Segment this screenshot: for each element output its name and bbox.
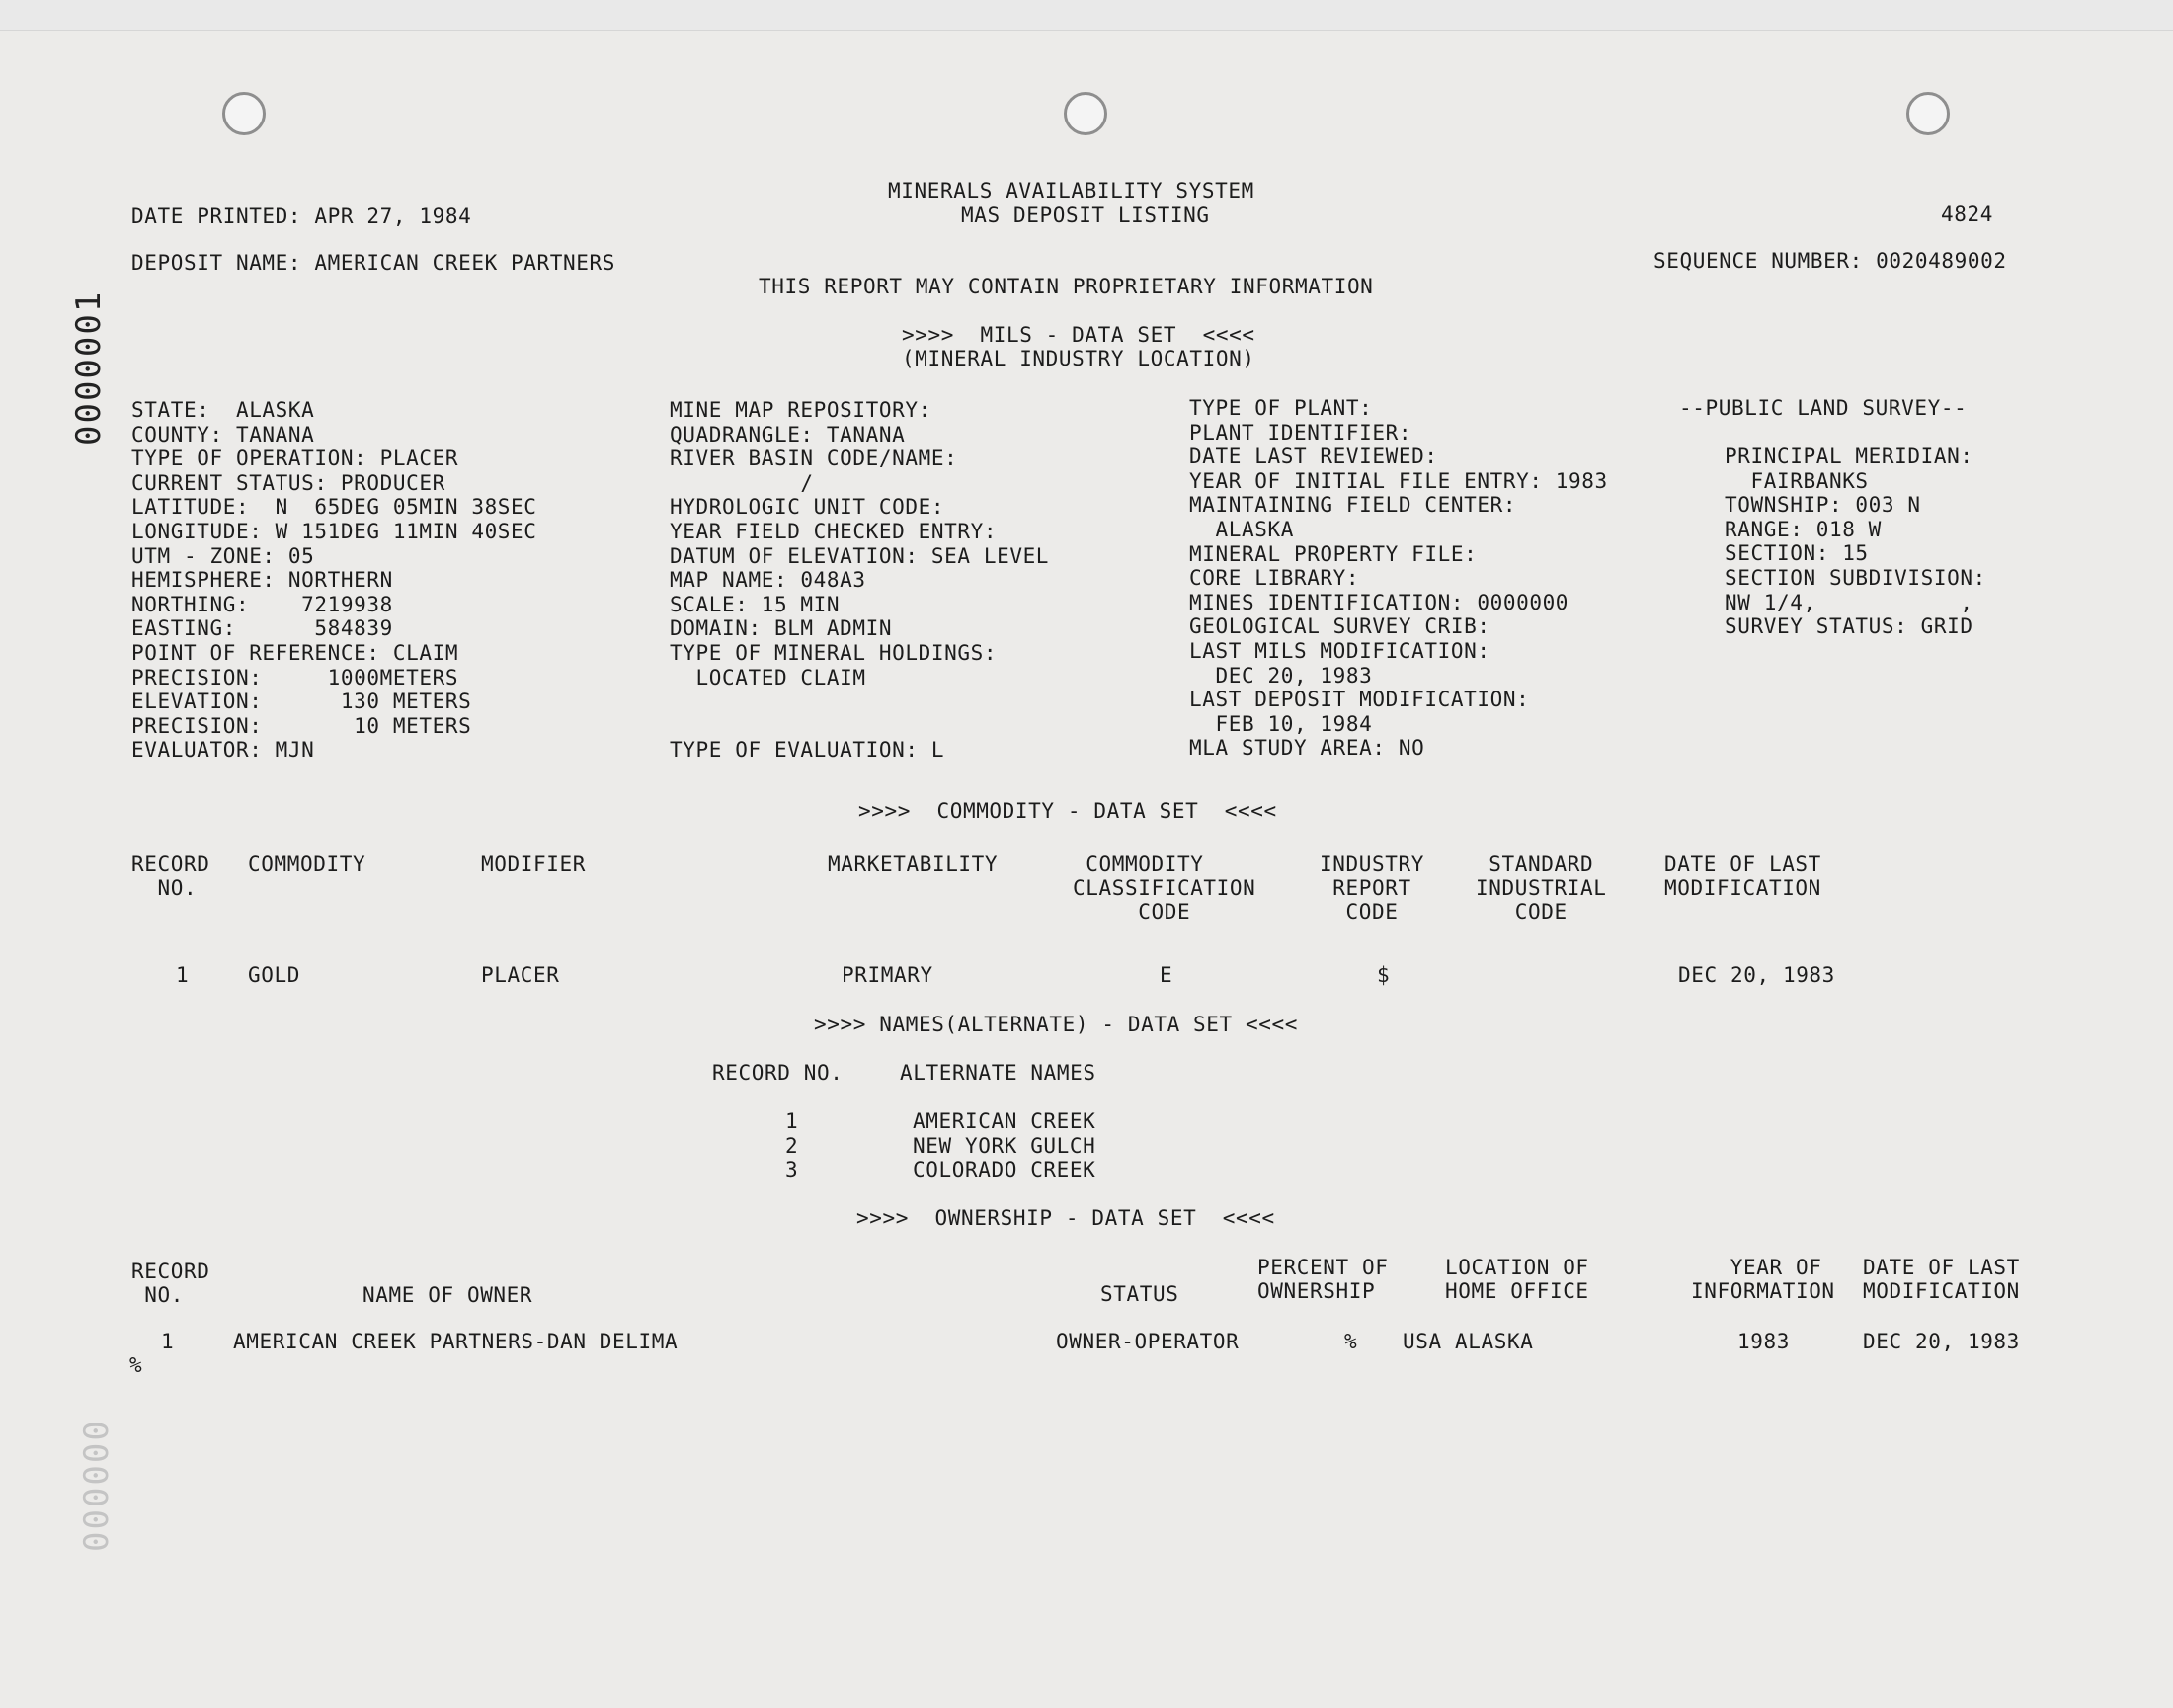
- mils-field-line: COUNTY: TANANA: [131, 422, 315, 447]
- listing-title: MAS DEPOSIT LISTING: [961, 203, 1210, 227]
- alternate-name: AMERICAN CREEK: [913, 1109, 1096, 1133]
- commodity-header-industry: INDUSTRY REPORT CODE: [1320, 853, 1424, 924]
- mils-field-line: MINES IDENTIFICATION: 0000000: [1189, 590, 1569, 614]
- mils-field-line: MINE MAP REPOSITORY:: [670, 398, 931, 422]
- binder-hole-center: [1064, 92, 1107, 135]
- ownership-header-owner: NAME OF OWNER: [362, 1283, 533, 1307]
- mils-field-line: ALASKA: [1189, 517, 1294, 541]
- commodity-industry-code: $: [1377, 963, 1391, 987]
- mils-field-line: MAINTAINING FIELD CENTER:: [1189, 493, 1517, 518]
- mils-field-line: NW 1/4, ,: [1725, 590, 1973, 614]
- ownership-header-year: YEAR OF INFORMATION: [1691, 1256, 1835, 1303]
- mils-field-line: NORTHING: 7219938: [131, 592, 393, 616]
- mils-field-line: DATUM OF ELEVATION: SEA LEVEL: [670, 543, 1050, 568]
- commodity-header-date: DATE OF LAST MODIFICATION: [1664, 853, 1821, 900]
- mils-field-line: YEAR FIELD CHECKED ENTRY:: [670, 519, 998, 543]
- mils-field-line: MLA STUDY AREA: NO: [1189, 736, 1425, 761]
- mils-field-line: LOCATED CLAIM: [670, 665, 866, 690]
- mils-section-title: >>>> MILS - DATA SET <<<<: [902, 323, 1255, 347]
- ownership-header-status: STATUS: [1100, 1282, 1179, 1306]
- margin-side-number-faint: 000000: [77, 1419, 117, 1552]
- mils-field-line: LATITUDE: N 65DEG 05MIN 38SEC: [131, 495, 537, 520]
- mils-field-line: SCALE: 15 MIN: [670, 592, 841, 616]
- commodity-header-modifier: MODIFIER: [481, 853, 586, 876]
- alternate-name: NEW YORK GULCH: [913, 1134, 1096, 1158]
- mils-field-line: QUADRANGLE: TANANA: [670, 422, 906, 447]
- commodity-modifier: PLACER: [481, 963, 560, 987]
- mils-field-line: FEB 10, 1984: [1189, 711, 1373, 736]
- mils-field-line: CORE LIBRARY:: [1189, 566, 1360, 591]
- public-land-survey-column: [1725, 445, 1986, 639]
- mils-field-line: ELEVATION: 130 METERS: [131, 690, 472, 714]
- ownership-section-title: >>>> OWNERSHIP - DATA SET <<<<: [856, 1206, 1275, 1230]
- page-number: 4824: [1941, 203, 1993, 226]
- mils-field-line: /: [670, 470, 814, 495]
- binder-hole-left: [222, 92, 266, 135]
- mils-field-line: PLANT IDENTIFIER:: [1189, 420, 1412, 445]
- names-header-names: ALTERNATE NAMES: [900, 1061, 1096, 1085]
- system-title: MINERALS AVAILABILITY SYSTEM: [888, 179, 1254, 203]
- mils-field-line: TYPE OF PLANT:: [1189, 396, 1373, 420]
- ownership-record-no: 1: [161, 1330, 175, 1353]
- mils-field-line: TYPE OF MINERAL HOLDINGS:: [670, 640, 998, 665]
- mils-field-line: DEC 20, 1983: [1189, 663, 1373, 688]
- commodity-header-classification: COMMODITY CLASSIFICATION CODE: [1073, 853, 1256, 924]
- margin-side-number: 0000001: [69, 289, 109, 446]
- mils-field-line: YEAR OF INITIAL FILE ENTRY: 1983: [1189, 468, 1608, 493]
- owner-status: OWNER-OPERATOR: [1056, 1330, 1240, 1353]
- mils-field-line: EASTING: 584839: [131, 616, 393, 641]
- mils-field-line: FAIRBANKS: [1725, 468, 1869, 493]
- names-record-no: 3: [785, 1158, 799, 1181]
- mils-field-line: MAP NAME: 048A3: [670, 568, 866, 593]
- sequence-number: SEQUENCE NUMBER: 0020489002: [1653, 249, 2007, 273]
- commodity-classification: E: [1160, 963, 1173, 987]
- mils-field-line: PRINCIPAL MERIDIAN:: [1725, 445, 1973, 468]
- alternate-name: COLORADO CREEK: [913, 1158, 1096, 1181]
- binder-hole-right: [1906, 92, 1950, 135]
- mils-field-line: POINT OF REFERENCE: CLAIM: [131, 640, 459, 665]
- ownership-header-record: RECORD NO.: [131, 1260, 210, 1307]
- commodity-header-record: RECORD NO.: [131, 853, 210, 900]
- mils-field-line: EVALUATOR: MJN: [131, 738, 315, 763]
- mils-field-line: GEOLOGICAL SURVEY CRIB:: [1189, 614, 1490, 639]
- proprietary-notice: THIS REPORT MAY CONTAIN PROPRIETARY INFORMATION: [759, 275, 1374, 298]
- mils-field-line: SECTION: 15: [1725, 541, 1869, 566]
- commodity-name: GOLD: [248, 963, 300, 987]
- owner-last-modification: DEC 20, 1983: [1863, 1330, 2020, 1353]
- commodity-header-sic: STANDARD INDUSTRIAL CODE: [1476, 853, 1607, 924]
- mils-location-column: [131, 398, 537, 763]
- mils-field-line: HEMISPHERE: NORTHERN: [131, 568, 393, 593]
- margin-percent-mark: %: [129, 1353, 143, 1377]
- mils-plant-column: [1189, 396, 1608, 761]
- mils-field-line: CURRENT STATUS: PRODUCER: [131, 470, 445, 495]
- mils-field-line: MINERAL PROPERTY FILE:: [1189, 541, 1478, 566]
- owner-home-office: USA ALASKA: [1403, 1330, 1534, 1353]
- commodity-header-commodity: COMMODITY: [248, 853, 366, 876]
- commodity-marketability: PRIMARY: [842, 963, 933, 987]
- mils-field-line: SURVEY STATUS: GRID: [1725, 614, 1973, 639]
- mils-field-line: PRECISION: 1000METERS: [131, 665, 459, 690]
- names-section-title: >>>> NAMES(ALTERNATE) - DATA SET <<<<: [814, 1013, 1298, 1036]
- mils-field-line: DOMAIN: BLM ADMIN: [670, 616, 893, 641]
- owner-name: AMERICAN CREEK PARTNERS-DAN DELIMA: [233, 1330, 679, 1353]
- commodity-date: DEC 20, 1983: [1678, 963, 1835, 987]
- deposit-name: DEPOSIT NAME: AMERICAN CREEK PARTNERS: [131, 251, 615, 275]
- mils-field-line: HYDROLOGIC UNIT CODE:: [670, 495, 945, 520]
- mils-field-line: PRECISION: 10 METERS: [131, 713, 472, 738]
- mils-field-line: UTM - ZONE: 05: [131, 543, 315, 568]
- mils-field-line: SECTION SUBDIVISION:: [1725, 565, 1986, 590]
- date-printed: DATE PRINTED: APR 27, 1984: [131, 204, 472, 228]
- mils-field-line: RANGE: 018 W: [1725, 517, 1882, 541]
- mils-field-line: RIVER BASIN CODE/NAME:: [670, 447, 958, 471]
- printout-page: [0, 30, 2173, 1708]
- names-header-record: RECORD NO.: [712, 1061, 844, 1085]
- mils-field-line: TYPE OF EVALUATION: L: [670, 738, 945, 763]
- mils-map-column: [670, 398, 1049, 763]
- mils-field-line: LAST DEPOSIT MODIFICATION:: [1189, 688, 1530, 712]
- owner-percent: %: [1344, 1330, 1358, 1353]
- commodity-header-marketability: MARKETABILITY: [828, 853, 999, 876]
- mils-field-line: [670, 714, 1049, 739]
- commodity-section-title: >>>> COMMODITY - DATA SET <<<<: [858, 799, 1277, 823]
- mils-field-line: LAST MILS MODIFICATION:: [1189, 638, 1490, 663]
- names-record-no: 1: [785, 1109, 799, 1133]
- names-record-no: 2: [785, 1134, 799, 1158]
- owner-info-year: 1983: [1737, 1330, 1790, 1353]
- mils-field-line: LONGITUDE: W 151DEG 11MIN 40SEC: [131, 519, 537, 543]
- mils-section-subtitle: (MINERAL INDUSTRY LOCATION): [902, 347, 1255, 370]
- mils-field-line: STATE: ALASKA: [131, 398, 315, 422]
- public-land-survey-heading: --PUBLIC LAND SURVEY--: [1679, 396, 1968, 420]
- mils-field-line: TYPE OF OPERATION: PLACER: [131, 447, 459, 471]
- ownership-header-percent: PERCENT OF OWNERSHIP: [1257, 1256, 1389, 1303]
- commodity-record-no: 1: [176, 963, 190, 987]
- mils-field-line: TOWNSHIP: 003 N: [1725, 493, 1921, 518]
- mils-field-line: DATE LAST REVIEWED:: [1189, 445, 1438, 469]
- mils-field-line: [670, 690, 1049, 714]
- ownership-header-location: LOCATION OF HOME OFFICE: [1445, 1256, 1589, 1303]
- ownership-header-date: DATE OF LAST MODIFICATION: [1863, 1256, 2020, 1303]
